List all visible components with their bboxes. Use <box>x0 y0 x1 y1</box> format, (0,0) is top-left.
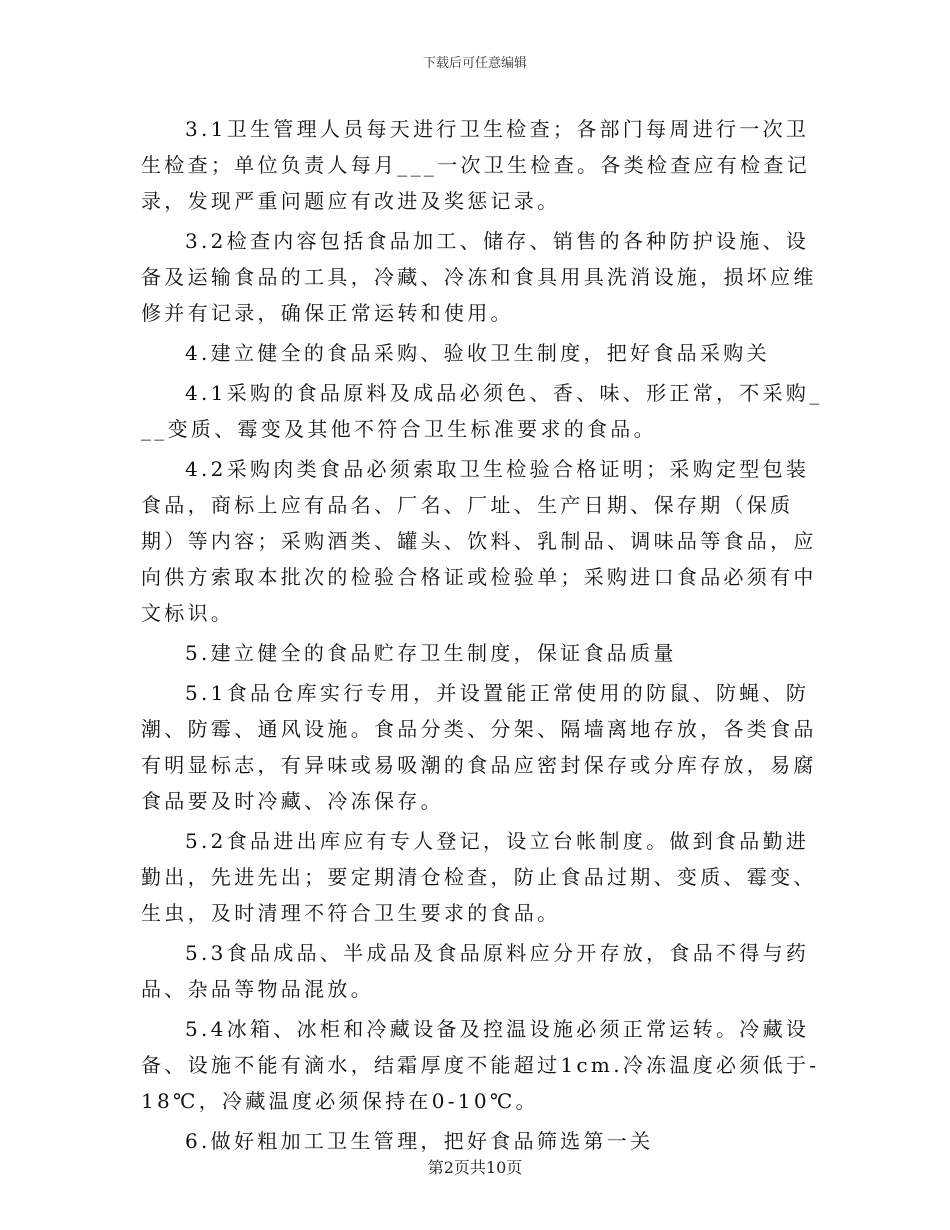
paragraph-5-4: 5.4冰箱、冰柜和冷藏设备及控温设施必须正常运转。冷藏设备、设施不能有滴水，结霜厚度不能超过1cm.冷冻温度必须低于-18℃，冷藏温度必须保持在0-10℃。 <box>141 1017 820 1113</box>
section-heading-5: 5.建立健全的食品贮存卫生制度，保证食品质量 <box>185 641 677 665</box>
section-heading-4: 4.建立健全的食品采购、验收卫生制度，把好食品采购关 <box>185 341 770 365</box>
paragraph-4-1: 4.1采购的食品原料及成品必须色、香、味、形正常，不采购___变质、霉变及其他不符合卫生标准要求的食品。 <box>141 381 823 441</box>
page-header: 下载后可任意编辑 <box>422 56 527 71</box>
paragraph-3-2: 3.2检查内容包括食品加工、储存、销售的各种防护设施、设备及运输食品的工具，冷藏、冷冻和食具用具洗消设施，损坏应维修并有记录，确保正常运转和使用。 <box>141 229 817 325</box>
paragraph-4-2: 4.2采购肉类食品必须索取卫生检验合格证明；采购定型包装食品，商标上应有品名、厂名、厂址、生产日期、保存期（保质期）等内容；采购酒类、罐头、饮料、乳制品、调味品等食品，应向供方索取本批次的检验合格证或检验单；采购进口食品必须有中文标识。 <box>141 457 817 625</box>
paragraph-5-1: 5.1食品仓库实行专用，并设置能正常使用的防鼠、防蝇、防潮、防霉、通风设施。食品分类、分架、隔墙离地存放，各类食品有明显标志，有异味或易吸潮的食品应密封保存或分库存放，易腐食品要及时冷藏、冷冻保存。 <box>141 681 817 813</box>
paragraph-5-2: 5.2食品进出库应有专人登记，设立台帐制度。做到食品勤进勤出，先进先出；要定期清仓检查，防止食品过期、变质、霉变、生虫，及时清理不符合卫生要求的食品。 <box>141 829 817 925</box>
document-body <box>141 111 827 1163</box>
page-number: 第2页共10页 <box>427 1158 523 1177</box>
section-heading-6: 6.做好粗加工卫生管理，把好食品筛选第一关 <box>185 1129 654 1153</box>
paragraph-5-3: 5.3食品成品、半成品及食品原料应分开存放，食品不得与药品、杂品等物品混放。 <box>141 941 810 1001</box>
paragraph-3-1: 3.1卫生管理人员每天进行卫生检查；各部门每周进行一次卫生检查；单位负责人每月___一次卫生检查。各类检查应有检查记录，发现严重问题应有改进及奖惩记录。 <box>141 117 810 213</box>
